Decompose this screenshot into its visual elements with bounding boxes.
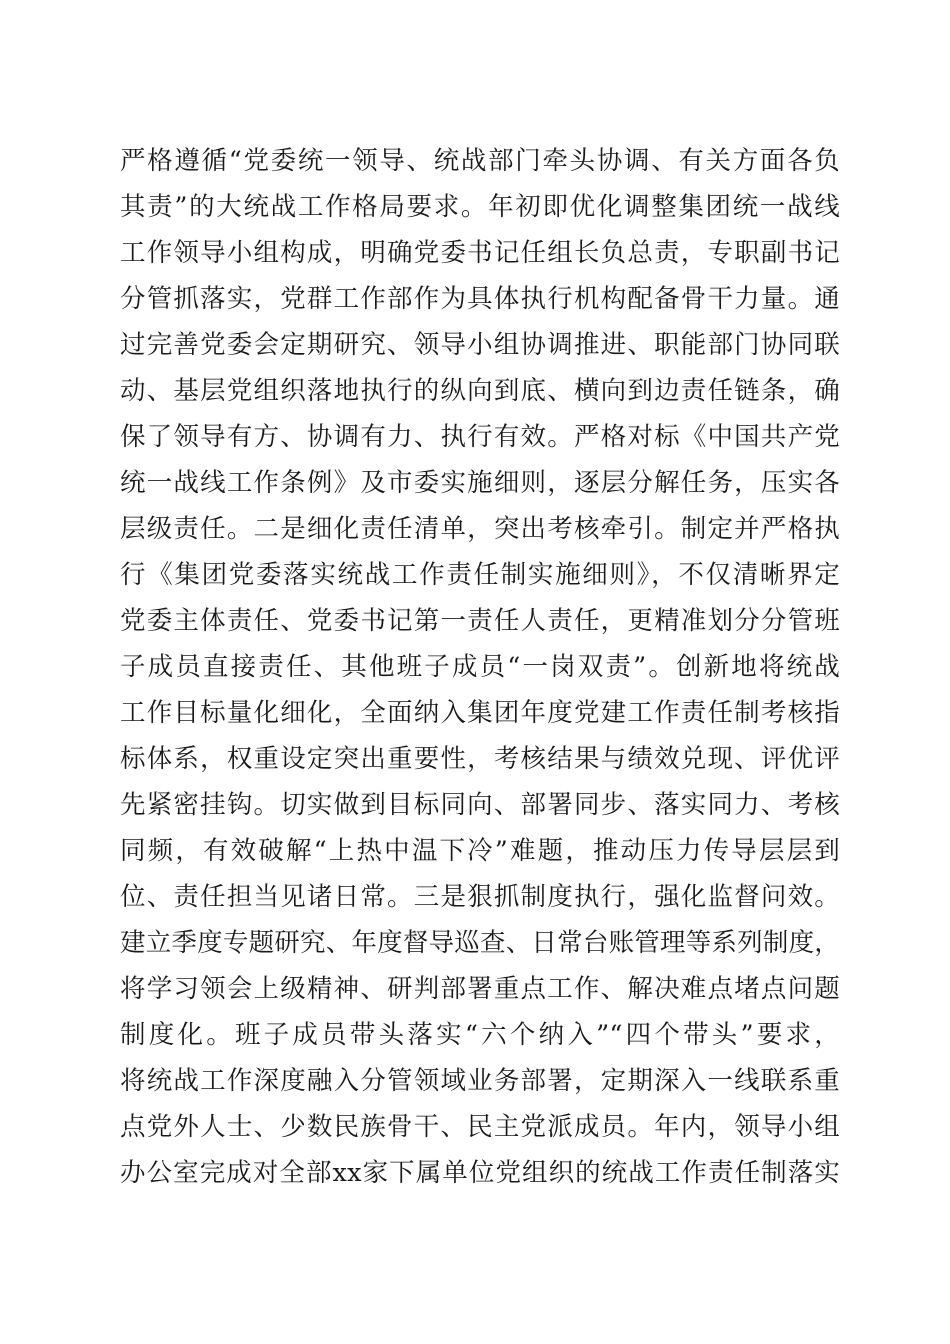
text-line-11: 党委主体责任、党委书记第一责任人责任，更精准划分分管班 (120, 606, 840, 636)
text-line-2: 其责”的大统战工作格局要求。年初即优化调整集团统一战线 (120, 192, 840, 222)
text-line-22: 点党外人士、少数民族骨干、民主党派成员。年内，领导小组 (120, 1112, 840, 1142)
body-paragraph (120, 138, 840, 1196)
text-line-19: 将学习领会上级精神、研判部署重点工作、解决难点堵点问题 (120, 974, 840, 1004)
text-line-14: 标体系，权重设定突出重要性，考核结果与绩效兑现、评优评 (120, 744, 840, 774)
text-line-18: 建立季度专题研究、年度督导巡查、日常台账管理等系列制度， (120, 928, 840, 958)
text-line-10: 行《集团党委落实统战工作责任制实施细则》，不仅清晰界定 (120, 560, 840, 590)
text-line-1: 严格遵循“党委统一领导、统战部门牵头协调、有关方面各负 (120, 146, 840, 176)
text-line-13: 工作目标量化细化，全面纳入集团年度党建工作责任制考核指 (120, 698, 840, 728)
text-line-3: 工作领导小组构成，明确党委书记任组长负总责，专职副书记 (120, 238, 840, 268)
text-line-4: 分管抓落实，党群工作部作为具体执行机构配备骨干力量。通 (120, 284, 840, 314)
text-line-8: 统一战线工作条例》及市委实施细则，逐层分解任务，压实各 (120, 468, 840, 498)
text-line-23: 办公室完成对全部xx家下属单位党组织的统战工作责任制落实 (120, 1158, 840, 1188)
text-line-20: 制度化。班子成员带头落实“六个纳入”“四个带头”要求， (120, 1020, 840, 1050)
text-line-17: 位、责任担当见诸日常。三是狠抓制度执行，强化监督问效。 (120, 882, 840, 912)
text-line-6: 动、基层党组织落地执行的纵向到底、横向到边责任链条，确 (120, 376, 840, 406)
text-line-9: 层级责任。二是细化责任清单，突出考核牵引。制定并严格执 (120, 514, 840, 544)
text-line-7: 保了领导有方、协调有力、执行有效。严格对标《中国共产党 (120, 422, 840, 452)
text-line-12: 子成员直接责任、其他班子成员“一岗双责”。创新地将统战 (120, 652, 840, 682)
text-line-5: 过完善党委会定期研究、领导小组协调推进、职能部门协同联 (120, 330, 840, 360)
text-line-16: 同频，有效破解“上热中温下冷”难题，推动压力传导层层到 (120, 836, 840, 866)
text-line-21: 将统战工作深度融入分管领域业务部署，定期深入一线联系重 (120, 1066, 840, 1096)
text-line-15: 先紧密挂钩。切实做到目标同向、部署同步、落实同力、考核 (120, 790, 840, 820)
